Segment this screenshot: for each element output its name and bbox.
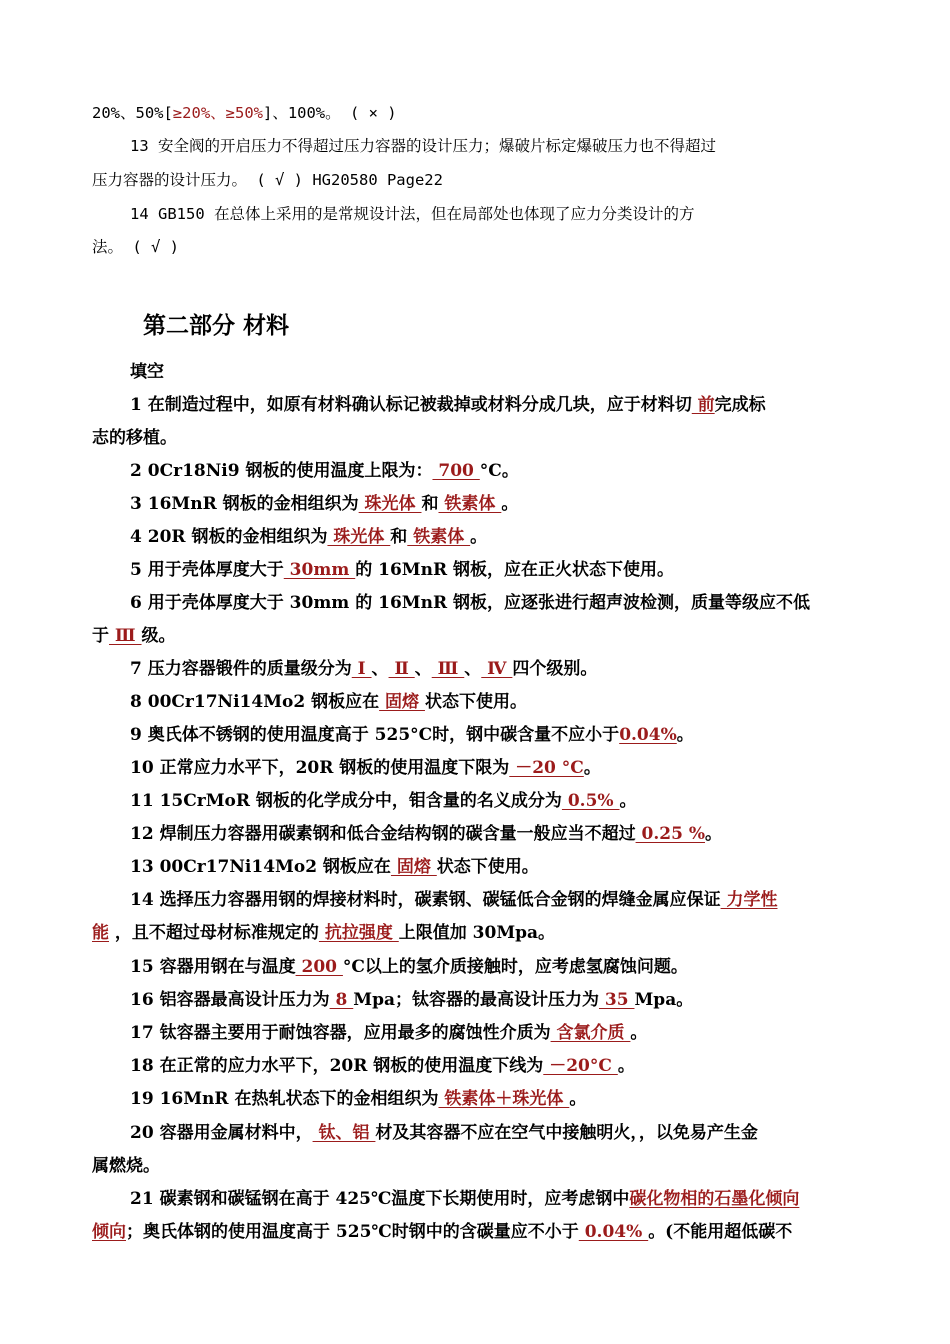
text-segment: 。 bbox=[501, 494, 519, 514]
answer-text: 碳化物相的石墨化倾向 bbox=[629, 1189, 800, 1209]
text-segment: 16 铝容器最高设计压力为 bbox=[130, 990, 330, 1010]
text-segment: 8 00Cr17Ni14Mo2 钢板应在 bbox=[130, 692, 380, 712]
text-segment: 19 16MnR 在热轧状态下的金相组织为 bbox=[130, 1089, 439, 1109]
answer-text: 0.5% bbox=[561, 791, 620, 811]
text-segment: 状态下使用。 bbox=[436, 857, 539, 877]
answer-text: 700 bbox=[432, 461, 480, 481]
text-segment: 15 容器用钢在与温度 bbox=[130, 957, 296, 977]
text-segment: 法。 ( √ ) bbox=[92, 238, 179, 256]
item-14-cont bbox=[92, 922, 862, 944]
text-segment: 9 奥氏体不锈钢的使用温度高于 525°C时，钢中碳含量不应小于 bbox=[130, 725, 620, 745]
text-segment: 。 bbox=[630, 1023, 648, 1043]
text-segment: 属燃烧。 bbox=[92, 1156, 160, 1176]
text-segment: 1 在制造过程中，如原有材料确认标记被裁掉或材料分成几块，应于材料切 bbox=[130, 395, 692, 415]
text-segment: Mpa。 bbox=[634, 990, 694, 1010]
text-segment: 、 bbox=[464, 659, 482, 679]
answer-text: 0.25 % bbox=[635, 824, 705, 844]
answer-text: 含氯介质 bbox=[550, 1023, 631, 1043]
answer-text: 铁素体 bbox=[407, 527, 471, 547]
answer-text: Ⅰ bbox=[351, 659, 372, 679]
item-20-cont bbox=[92, 1155, 862, 1177]
answer-text: 30mm bbox=[283, 560, 356, 580]
item-5 bbox=[130, 559, 862, 581]
text-segment: 18 在正常的应力水平下，20R 钢板的使用温度下线为 bbox=[130, 1056, 544, 1076]
answer-text: 珠光体 bbox=[327, 527, 391, 547]
text-segment: 。 bbox=[617, 1056, 635, 1076]
question-14 bbox=[130, 203, 862, 225]
text-segment: 21 碳素钢和碳锰钢在高于 425℃温度下长期使用时，应考虑钢中 bbox=[130, 1189, 630, 1209]
answer-text: 铁素体＋珠光体 bbox=[438, 1089, 570, 1109]
text-segment: 。 bbox=[619, 791, 637, 811]
text-segment: 20%、50%[ bbox=[92, 104, 173, 122]
answer-line-12-tail bbox=[92, 102, 862, 124]
text-segment: 。(不能用超低碳不 bbox=[648, 1222, 793, 1242]
item-21-cont bbox=[92, 1221, 862, 1243]
text-segment: 。 bbox=[583, 758, 601, 778]
item-13 bbox=[130, 856, 862, 878]
text-segment: 。 bbox=[569, 1089, 587, 1109]
text-segment: 14 选择压力容器用钢的焊接材料时，碳素钢、碳锰低合金钢的焊缝金属应保证 bbox=[130, 890, 721, 910]
text-segment: 10 正常应力水平下，20R 钢板的使用温度下限为 bbox=[130, 758, 510, 778]
text-segment: 完成标 bbox=[714, 395, 766, 415]
text-segment: ，且不超过母材标准规定的 bbox=[109, 923, 319, 943]
text-segment: 13 安全阀的开启压力不得超过压力容器的设计压力；爆破片标定爆破压力也不得超过 bbox=[130, 137, 716, 155]
item-21 bbox=[130, 1188, 862, 1210]
text-segment: 2 0Cr18Ni9 钢板的使用温度上限为： bbox=[130, 461, 433, 481]
text-segment: 上限值加 30Mpa。 bbox=[398, 923, 556, 943]
text-segment: ≥20%、≥50% bbox=[172, 104, 263, 122]
text-segment: 6 用于壳体厚度大于 30mm 的 16MnR 钢板，应逐张进行超声波检测，质量等级应不低 bbox=[130, 593, 811, 613]
text-segment: 和 bbox=[390, 527, 408, 547]
question-14-cont bbox=[92, 236, 862, 258]
text-segment: 级。 bbox=[141, 626, 176, 646]
text-segment: 11 15CrMoR 钢板的化学成分中，钼含量的名义成分为 bbox=[130, 791, 562, 811]
item-6 bbox=[130, 592, 862, 614]
answer-text: 固熔 bbox=[379, 692, 425, 712]
item-11 bbox=[130, 790, 862, 812]
answer-text: 200 bbox=[295, 957, 343, 977]
answer-text: Ⅲ bbox=[431, 659, 465, 679]
item-17 bbox=[130, 1022, 862, 1044]
text-segment: 四个级别。 bbox=[512, 659, 598, 679]
item-18 bbox=[130, 1055, 862, 1077]
text-segment: 14 GB150 在总体上采用的是常规设计法，但在局部处也体现了应力分类设计的方 bbox=[130, 205, 695, 223]
item-20 bbox=[130, 1122, 862, 1144]
text-segment: 和 bbox=[421, 494, 439, 514]
text-segment: 。 bbox=[676, 725, 694, 745]
text-segment: 17 钛容器主要用于耐蚀容器，应用最多的腐蚀性介质为 bbox=[130, 1023, 551, 1043]
question-13 bbox=[130, 135, 862, 157]
text-segment: 压力容器的设计压力。 ( √ ) HG20580 Page22 bbox=[92, 171, 443, 189]
text-segment: ]、100%。 ( × ) bbox=[262, 104, 397, 122]
text-segment: °C以上的氢介质接触时，应考虑氢腐蚀问题。 bbox=[342, 957, 688, 977]
item-1-cont bbox=[92, 427, 862, 449]
answer-text: 8 bbox=[329, 990, 354, 1010]
answer-text: Ⅳ bbox=[481, 659, 513, 679]
text-segment: 20 容器用金属材料中， bbox=[130, 1123, 313, 1143]
item-6-cont bbox=[92, 625, 862, 647]
answer-text: 能 bbox=[92, 923, 109, 943]
answer-text: －20°C bbox=[543, 1056, 618, 1076]
item-19 bbox=[130, 1088, 862, 1110]
item-4 bbox=[130, 526, 862, 548]
answer-text: 抗拉强度 bbox=[318, 923, 399, 943]
item-14 bbox=[130, 889, 862, 911]
text-segment: 、 bbox=[414, 659, 432, 679]
item-9 bbox=[130, 724, 862, 746]
text-segment: ；奥氏体钢的使用温度高于 525℃时钢中的含碳量应不小于 bbox=[126, 1222, 579, 1242]
question-13-cont bbox=[92, 169, 862, 191]
text-segment: 4 20R 钢板的金相组织为 bbox=[130, 527, 328, 547]
text-segment: 3 16MnR 钢板的金相组织为 bbox=[130, 494, 359, 514]
text-segment: 、 bbox=[371, 659, 389, 679]
text-segment: 志的移植。 bbox=[92, 428, 177, 448]
answer-text: 固熔 bbox=[390, 857, 437, 877]
text-segment: 材及其容器不应在空气中接触明火，，以免易产生金 bbox=[375, 1123, 758, 1143]
answer-text: Ⅲ bbox=[109, 626, 142, 646]
answer-text: 铁素体 bbox=[438, 494, 502, 514]
answer-text: 0.04% bbox=[578, 1222, 649, 1242]
section-title: 第二部分 材料 bbox=[143, 312, 290, 339]
answer-text: 35 bbox=[598, 990, 635, 1010]
item-16 bbox=[130, 989, 862, 1011]
text-segment: 状态下使用。 bbox=[424, 692, 527, 712]
text-segment: 12 焊制压力容器用碳素钢和低合金结构钢的碳含量一般应当不超过 bbox=[130, 824, 636, 844]
text-segment: 的 16MnR 钢板，应在正火状态下使用。 bbox=[355, 560, 675, 580]
section-subtitle: 填空 bbox=[130, 362, 164, 382]
answer-text: 珠光体 bbox=[358, 494, 422, 514]
text-segment: 5 用于壳体厚度大于 bbox=[130, 560, 284, 580]
item-15 bbox=[130, 956, 862, 978]
item-7 bbox=[130, 658, 862, 680]
item-12 bbox=[130, 823, 862, 845]
text-segment: 。 bbox=[470, 527, 488, 547]
text-segment: °C。 bbox=[479, 461, 519, 481]
item-3 bbox=[130, 493, 862, 515]
text-segment: 于 bbox=[92, 626, 109, 646]
answer-text: 0.04% bbox=[619, 725, 677, 745]
answer-text: －20 °C bbox=[509, 758, 584, 778]
answer-text: 前 bbox=[691, 395, 715, 415]
answer-text: 倾向 bbox=[92, 1222, 126, 1242]
answer-text: 力学性 bbox=[720, 890, 778, 910]
text-segment: Mpa；钛容器的最高设计压力为 bbox=[353, 990, 599, 1010]
item-2 bbox=[130, 460, 862, 482]
item-1 bbox=[130, 394, 862, 416]
text-segment: 13 00Cr17Ni14Mo2 钢板应在 bbox=[130, 857, 391, 877]
answer-text: Ⅱ bbox=[388, 659, 415, 679]
item-10 bbox=[130, 757, 862, 779]
text-segment: 。 bbox=[704, 824, 722, 844]
text-segment: 7 压力容器锻件的质量级分为 bbox=[130, 659, 352, 679]
item-8 bbox=[130, 691, 862, 713]
answer-text: 钛、铝 bbox=[312, 1123, 376, 1143]
